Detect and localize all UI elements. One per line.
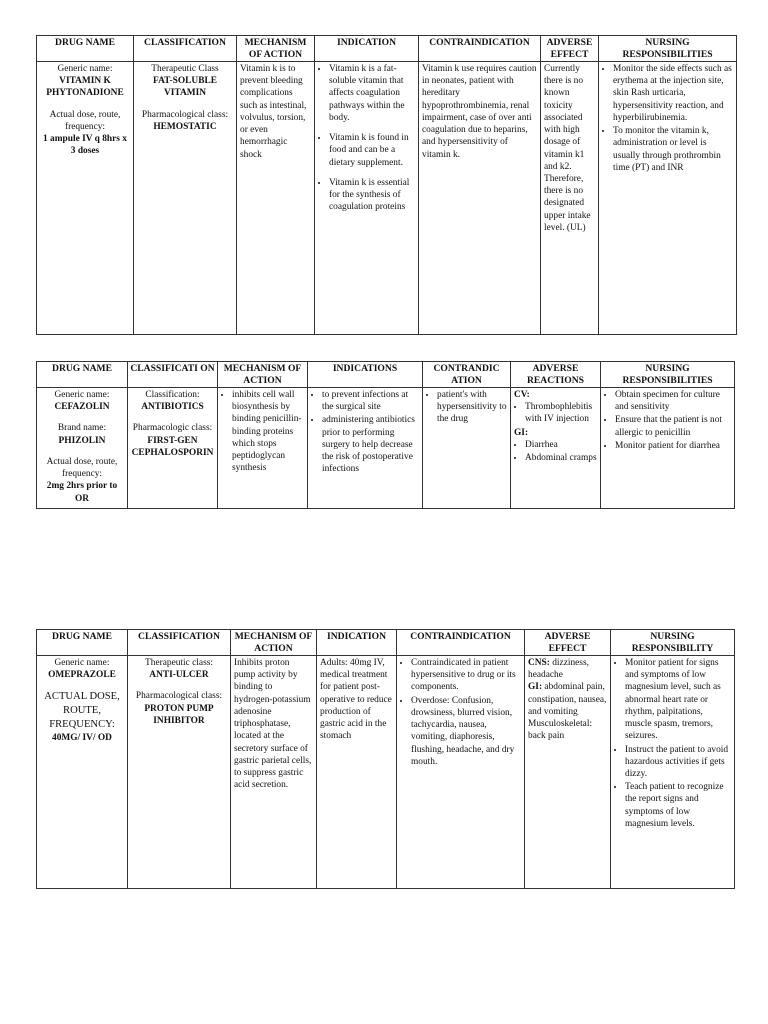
- generic-name-label: Generic name:: [57, 64, 113, 74]
- mechanism-cell: Inhibits proton pump activity by binding to hydrogen-potassium adenosine triphosphatase, located at the secretory surface of gastric parietal cells, to suppress gastric acid secretion.: [231, 656, 317, 889]
- table-header-row: [37, 630, 735, 656]
- adverse-reactions-cell: [511, 388, 601, 509]
- header-contraindication: CONTRAINDICATION: [397, 630, 525, 656]
- list-item: • Monitor the side effects such as erythema at the injection site, skin Rash urticaria, hypersensitivity reaction, and hyperbilirubinemia.: [613, 63, 733, 124]
- drug-table-omeprazole: [36, 629, 735, 889]
- indication-cell: Adults: 40mg IV, medical treatment for patient post-operative to reduce production of gastric acid in the stomach: [317, 656, 397, 889]
- header-mechanism: MECHANISM OF ACTION: [237, 36, 315, 62]
- pharma-class-label: Pharmacological class:: [141, 109, 229, 120]
- header-drug-name: DRUG NAME: [37, 36, 134, 62]
- gi-label: GI:: [514, 427, 529, 438]
- header-nursing: NURSING RESPONSIBILITIES: [599, 36, 737, 62]
- classification-cell: [134, 62, 237, 335]
- dose-label: ACTUAL DOSE, ROUTE, FREQUENCY:: [44, 691, 120, 730]
- list-item: • Thrombophlebitis with IV injection: [525, 401, 597, 425]
- gi-effects: abdominal pain, constipation, nausea, and vomiting: [528, 682, 607, 717]
- header-drug-name: DRUG NAME: [37, 630, 128, 656]
- nursing-cell: [599, 62, 737, 335]
- header-nursing: NURSING RESPONSIBILITY: [611, 630, 735, 656]
- table-header-row: [37, 36, 737, 62]
- brand-name: PHIZOLIN: [58, 435, 106, 446]
- generic-name: CEFAZOLIN: [54, 402, 110, 413]
- list-item: • Overdose: Confusion, drowsiness, blurred vision, tachycardia, nausea, vomiting, diaphoresis, flushing, headache, and dry mouth.: [411, 695, 521, 768]
- nursing-cell: [601, 388, 735, 509]
- musculo-effects: Musculoskeletal: back pain: [528, 719, 593, 742]
- mechanism-cell: Vitamin k is to prevent bleeding complications such as intestinal, volvulus, torsion, or even hemorrhagic shock: [237, 62, 315, 335]
- drug-table-cefazolin: [36, 361, 735, 509]
- header-mechanism: MECHANISM OF ACTION: [218, 362, 308, 388]
- cns-effects: dizziness, headache: [528, 658, 589, 681]
- contraindication-cell: [423, 388, 511, 509]
- pharma-class: FIRST-GEN CEPHALOSPORIN: [131, 435, 214, 458]
- table-header-row: [37, 362, 735, 388]
- cns-line: [528, 657, 607, 681]
- drug-name-cell: [37, 388, 128, 509]
- list-item: • Monitor patient for diarrhea: [615, 440, 731, 452]
- header-indications: INDICATIONS: [308, 362, 423, 388]
- header-adverse-reactions: ADVERSE REACTIONS: [511, 362, 601, 388]
- dose-value: 40MG/ IV/ OD: [52, 732, 112, 743]
- therapeutic-class-label: Therapeutic Class: [151, 64, 219, 74]
- pharma-class: PROTON PUMP INHIBITOR: [144, 703, 214, 726]
- indication-cell: [308, 388, 423, 509]
- list-item: • administering antibiotics prior to performing surgery to help decrease the risk of postoperative infections: [322, 414, 419, 475]
- list-item: • To monitor the vitamin k, administration or level is usually through prothrombin time (PT) and INR: [613, 125, 733, 174]
- list-item: • patient's with hypersensitivity to the drug: [437, 389, 507, 426]
- header-nursing: NURSING RESPONSIBILITIES: [601, 362, 735, 388]
- list-item: • Instruct the patient to avoid hazardous activities if gets dizzy.: [625, 744, 731, 781]
- drug-name-cell: [37, 62, 134, 335]
- header-classification: CLASSIFICATION: [128, 630, 231, 656]
- mechanism-cell: [218, 388, 308, 509]
- contraindication-cell: Vitamin k use requires caution in neonates, patient with hereditary hypoprothrombinemia, renal impairment, case of over anti coagulation due to heparins, and hypersensitivity of vitamin k.: [419, 62, 541, 335]
- generic-name: OMEPRAZOLE: [48, 670, 116, 681]
- header-drug-name: DRUG NAME: [37, 362, 128, 388]
- list-item: • inhibits cell wall biosynthesis by binding penicillin-binding proteins which stops peptidoglycan synthesis: [232, 389, 304, 475]
- table-row: [37, 656, 735, 889]
- list-item: • Vitamin k is essential for the synthesis of coagulation proteins: [329, 177, 415, 214]
- generic-name-label: Generic name:: [54, 658, 110, 668]
- list-item: • Obtain specimen for culture and sensitivity: [615, 389, 731, 413]
- generic-name-label: Generic name:: [54, 390, 110, 400]
- class-value: ANTIBIOTICS: [141, 402, 204, 413]
- table-row: [37, 62, 737, 335]
- header-mechanism: MECHANISM OF ACTION: [231, 630, 317, 656]
- gi-label: GI:: [528, 682, 543, 693]
- pharma-class: HEMOSTATIC: [153, 121, 217, 132]
- pharma-class-label: Pharmacologic class:: [132, 423, 213, 434]
- cns-label: CNS:: [528, 658, 550, 668]
- list-item: • Vitamin k is found in food and can be a dietary supplement.: [329, 132, 415, 169]
- dose-label: Actual dose, route, frequency:: [49, 109, 121, 132]
- header-adverse-effect: ADVERSE EFFECT: [525, 630, 611, 656]
- dose-value: 2mg 2hrs prior to OR: [46, 481, 118, 504]
- list-item: • Diarrhea: [525, 439, 597, 451]
- list-item: • Monitor patient for signs and symptoms of low magnesium level, such as abnormal heart rate or rhythm, palpitations, muscle spasm, tremors, seizures.: [625, 657, 731, 743]
- indication-cell: [315, 62, 419, 335]
- list-item: • Ensure that the patient is not allergic to penicillin: [615, 414, 731, 438]
- pharma-class-label: Pharmacological class:: [135, 691, 223, 702]
- list-item: • Abdominal cramps: [525, 452, 597, 464]
- contraindication-cell: [397, 656, 525, 889]
- nursing-cell: [611, 656, 735, 889]
- therapeutic-class: FAT-SOLUBLE VITAMIN: [153, 76, 217, 99]
- classification-cell: [128, 388, 218, 509]
- cv-label: CV:: [514, 390, 530, 400]
- classification-cell: [128, 656, 231, 889]
- table-row: [37, 388, 735, 509]
- gi-line: [528, 681, 607, 718]
- dose-label: Actual dose, route, frequency:: [46, 456, 118, 480]
- generic-name: VITAMIN K PHYTONADIONE: [46, 76, 124, 99]
- adverse-effect-cell: [525, 656, 611, 889]
- list-item: • Teach patient to recognize the report signs and symptoms of low magnesium levels.: [625, 781, 731, 830]
- adverse-effect-cell: Currently there is no known toxicity associated with high dosage of vitamin k1 and k2. Therefore, there is no designated upper intake level. (UL): [541, 62, 599, 335]
- dose-value: 1 ampule IV q 8hrs x 3 doses: [43, 134, 127, 157]
- header-contraindication: CONTRAINDICATION: [419, 36, 541, 62]
- drug-name-cell: [37, 656, 128, 889]
- header-classification: CLASSIFICATI ON: [128, 362, 218, 388]
- list-item: • to prevent infections at the surgical site: [322, 389, 419, 413]
- header-contraindication: CONTRANDIC ATION: [423, 362, 511, 388]
- header-adverse-effect: ADVERSE EFFECT: [541, 36, 599, 62]
- drug-table-vitamin-k: [36, 35, 737, 335]
- list-item: • Vitamin k is a fat-soluble vitamin that affects coagulation pathways within the body.: [329, 63, 415, 124]
- header-indication: INDICATION: [317, 630, 397, 656]
- header-classification: CLASSIFICATION: [134, 36, 237, 62]
- class-label: Classification:: [145, 390, 200, 400]
- brand-name-label: Brand name:: [57, 423, 107, 434]
- therapeutic-class-label: Therapeutic class:: [145, 658, 213, 668]
- list-item: • Contraindicated in patient hypersensitive to drug or its components.: [411, 657, 521, 694]
- therapeutic-class: ANTI-ULCER: [149, 670, 209, 681]
- header-indication: INDICATION: [315, 36, 419, 62]
